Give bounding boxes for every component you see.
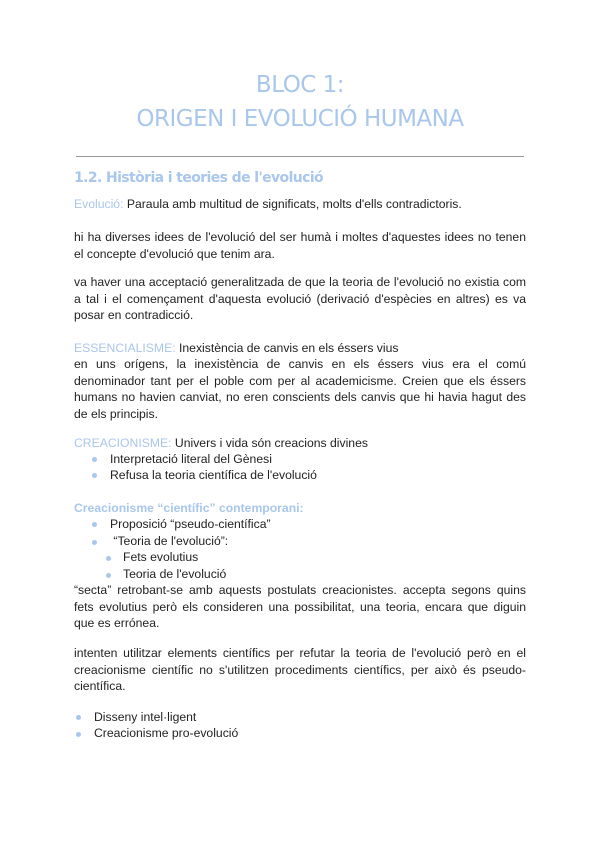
essencialisme-definition: [74, 340, 526, 357]
paragraph-2: va haver una acceptació generalitzada de que la teoria de l'evolució no existia com a tal i el començament d'aquesta evolució (derivació d'espècies en altres) es va posar en contradicció.: [74, 275, 526, 323]
creacionisme-term: CREACIONISME:: [74, 436, 172, 450]
sub-list-item: Teoria de l'evolució: [123, 567, 227, 581]
list-item: Interpretació literal del Gènesi: [110, 452, 272, 466]
creacionisme-definition: [74, 435, 526, 452]
list-item: Proposició “pseudo-científica”: [110, 517, 271, 531]
creacionisme-text: Univers i vida són creacions divines: [174, 436, 368, 450]
bullet-icon: [106, 573, 111, 578]
bullet-icon: [92, 540, 97, 545]
bullet-icon: [92, 473, 97, 478]
paragraph-4: intenten utilitzar elements científics per refutar la teoria de l'evolució però en el creacionisme científic no s'utilitzen procediments científics, per això és pseudo-científica.: [74, 646, 526, 694]
essencialisme-term: ESSENCIALISME:: [74, 341, 176, 355]
bullet-icon: [76, 732, 81, 737]
paragraph-3: “secta” retrobant-se amb aquests postulats creacionistes. accepta segons quins fets evolutius però els consideren una possibilitat, una teoria, encara que diguin que es errónea.: [74, 583, 526, 631]
document-title-line-1: BLOC 1:: [255, 72, 345, 98]
essencialisme-text: Inexistència de canvis en els éssers vius: [179, 341, 399, 355]
list-item: Refusa la teoria científica de l'evolució: [110, 468, 317, 482]
list-item: Disseny intel·ligent: [94, 710, 197, 724]
evolucio-term: Evolució:: [74, 197, 124, 211]
section-heading: 1.2. Història i teories de l'evolució: [74, 170, 324, 186]
bullet-icon: [92, 522, 97, 527]
bullet-icon: [76, 715, 81, 720]
bullet-icon: [92, 457, 97, 462]
list-item: “Teoria de l'evolució”:: [110, 534, 229, 548]
paragraph-1: hi ha diverses idees de l'evolució del ser humà i moltes d'aquestes idees no tenen el concepte d'evolució que tenim ara.: [74, 230, 526, 261]
list-item: Creacionisme pro-evolució: [94, 726, 239, 740]
essencialisme-body: en uns orígens, la inexistència de canvis en els éssers vius era el comú denominador tant per el poble com per al academicisme. Creien que els éssers humans no havien canviat, no eren conscients dels canvis que hi havia hagut des de els principis.: [74, 357, 526, 421]
document-title-line-2: ORIGEN I EVOLUCIÓ HUMANA: [136, 106, 464, 132]
evolucio-definition: [74, 196, 526, 213]
creacionisme-cientific-heading: Creacionisme “científic” contemporani:: [74, 501, 304, 515]
bullet-icon: [106, 556, 111, 561]
evolucio-text: Paraula amb multitud de significats, molts d'ells contradictoris.: [126, 197, 462, 211]
horizontal-divider: [76, 156, 524, 157]
sub-list-item: Fets evolutius: [123, 550, 199, 564]
